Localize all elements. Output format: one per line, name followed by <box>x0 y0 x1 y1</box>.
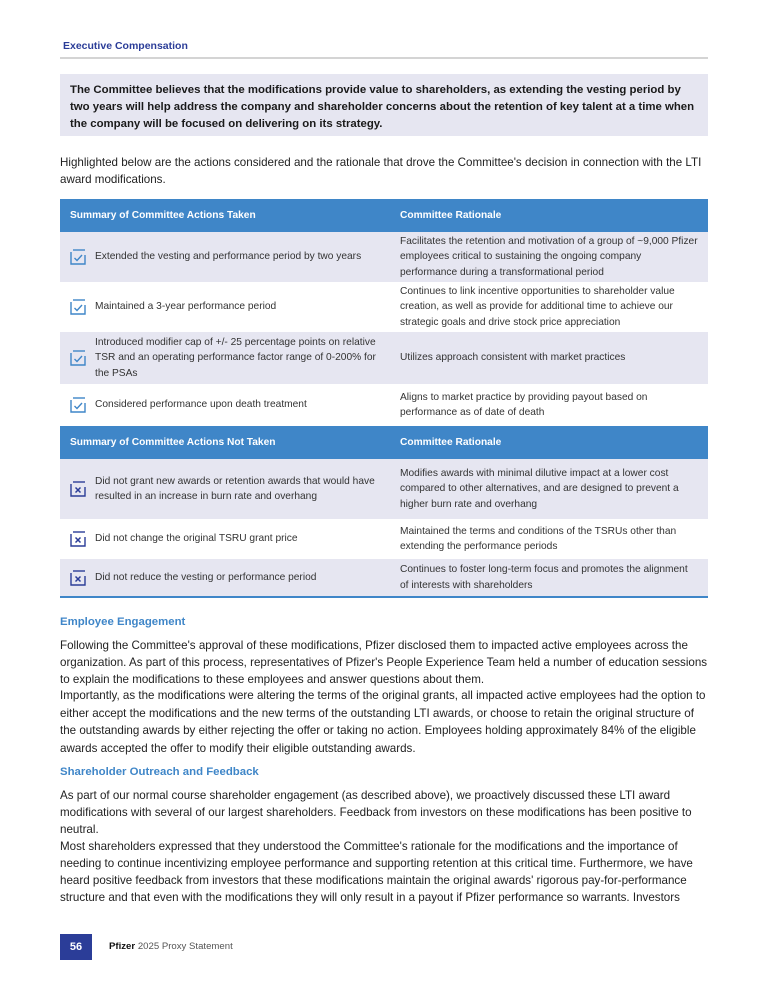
checkbox-checked-icon <box>70 299 86 315</box>
shareholder-outreach-paragraph-1: As part of our normal course shareholder engagement (as described above), we proactively discussed these LTI award modifications with several of our largest shareholders. Feedback from investors on these modifications has been positive to neutral. <box>60 789 692 836</box>
table-row <box>60 459 708 519</box>
checkbox-checked-icon <box>70 350 86 366</box>
table-header-taken <box>60 199 708 232</box>
header-actions-taken: Summary of Committee Actions Taken <box>60 199 388 232</box>
intro-paragraph: Highlighted below are the actions considered and the rationale that drove the Committee's decision in connection with the LTI award modifications. <box>60 156 702 186</box>
footer-document: 2025 Proxy Statement <box>137 941 233 952</box>
header-actions-not-taken: Summary of Committee Actions Not Taken <box>60 426 388 459</box>
header-rationale: Committee Rationale <box>388 426 708 459</box>
rationale-text: Continues to link incentive opportunities to shareholder value creation, as well as provide for additional time to achieve our strategic goals and drive stock price appreciation <box>388 282 708 332</box>
action-text: Did not change the original TSRU grant price <box>95 533 298 545</box>
rationale-text: Continues to foster long-term focus and promotes the alignment of interests with shareholders <box>388 559 708 597</box>
header-rationale: Committee Rationale <box>388 199 708 232</box>
callout-box <box>60 74 708 136</box>
committee-actions-table <box>60 199 708 598</box>
shareholder-outreach-paragraph-2: Most shareholders expressed that they understood the Committee's rationale for the modifications and the importance of needing to continue incentivizing employee performance and supporting retention at this critical time. Furthermore, we have heard positive feedback from investors that these modifications maintain the original awards' rigorous pay-for-performance structure and that even with the modifications they will only result in a payout if Pfizer performance so warrants. Investors <box>60 840 693 904</box>
checkbox-checked-icon <box>70 397 86 413</box>
table-row <box>60 332 708 384</box>
employee-engagement-paragraph-1: Following the Committee's approval of these modifications, Pfizer disclosed them to impacted active employees across the organization. As part of this process, representatives of Pfizer's People Experience Team held a number of education sessions to explain the modifications to these employees and answer questions about them. <box>60 639 708 686</box>
action-text: Introduced modifier cap of +/- 25 percentage points on relative TSR and an operating performance factor range of 0-200% for the PSAs <box>95 337 376 379</box>
footer-company: Pfizer <box>109 941 136 952</box>
rationale-text: Aligns to market practice by providing payout based on performance as of date of death <box>388 384 708 426</box>
rationale-text: Facilitates the retention and motivation of a group of ~9,000 Pfizer employees critical to sustaining the ongoing company performance during a transformational period <box>388 232 708 282</box>
table-row <box>60 559 708 597</box>
callout-text: The Committee believes that the modifications provide value to shareholders, as extending the vesting period by two years will help address the company and shareholder concerns about the retention of key talent at a time when the company will be focused on delivering on its strategy. <box>70 84 695 131</box>
footer-title <box>109 941 233 952</box>
table-row <box>60 282 708 332</box>
table-row <box>60 384 708 426</box>
rationale-text: Maintained the terms and conditions of the TSRUs other than extending the performance periods <box>388 519 708 559</box>
header-divider <box>60 57 708 59</box>
employee-engagement-heading: Employee Engagement <box>60 616 186 628</box>
action-text: Did not reduce the vesting or performance period <box>95 571 317 583</box>
table-row <box>60 519 708 559</box>
employee-engagement-paragraph-2: Importantly, as the modifications were altering the terms of the original grants, all impacted active employees had the option to either accept the modifications and the new terms of the outstanding LTI awards, or choose to retain the original structure of the outstanding awards by either rejecting the offer or taking no action. Employees holding approximately 84% of the eligible awards accepted the offer to modify their eligible outstanding awards. <box>60 689 706 755</box>
action-text: Did not grant new awards or retention awards that would have resulted in an increase in burn rate and overhang <box>95 475 375 502</box>
action-text: Maintained a 3-year performance period <box>95 301 277 313</box>
page-number: 56 <box>60 934 92 960</box>
checkbox-checked-icon <box>70 249 86 265</box>
table-row <box>60 232 708 282</box>
action-text: Extended the vesting and performance period by two years <box>95 251 362 263</box>
action-text: Considered performance upon death treatment <box>95 399 307 411</box>
checkbox-x-icon <box>70 481 86 497</box>
rationale-text: Modifies awards with minimal dilutive impact at a lower cost compared to other alternatives, and are designed to prevent a higher burn rate and overhang <box>388 459 708 519</box>
checkbox-x-icon <box>70 531 86 547</box>
shareholder-outreach-heading: Shareholder Outreach and Feedback <box>60 766 259 778</box>
checkbox-x-icon <box>70 570 86 586</box>
rationale-text: Utilizes approach consistent with market practices <box>388 332 708 384</box>
table-header-not-taken <box>60 426 708 459</box>
section-label: Executive Compensation <box>63 40 188 52</box>
